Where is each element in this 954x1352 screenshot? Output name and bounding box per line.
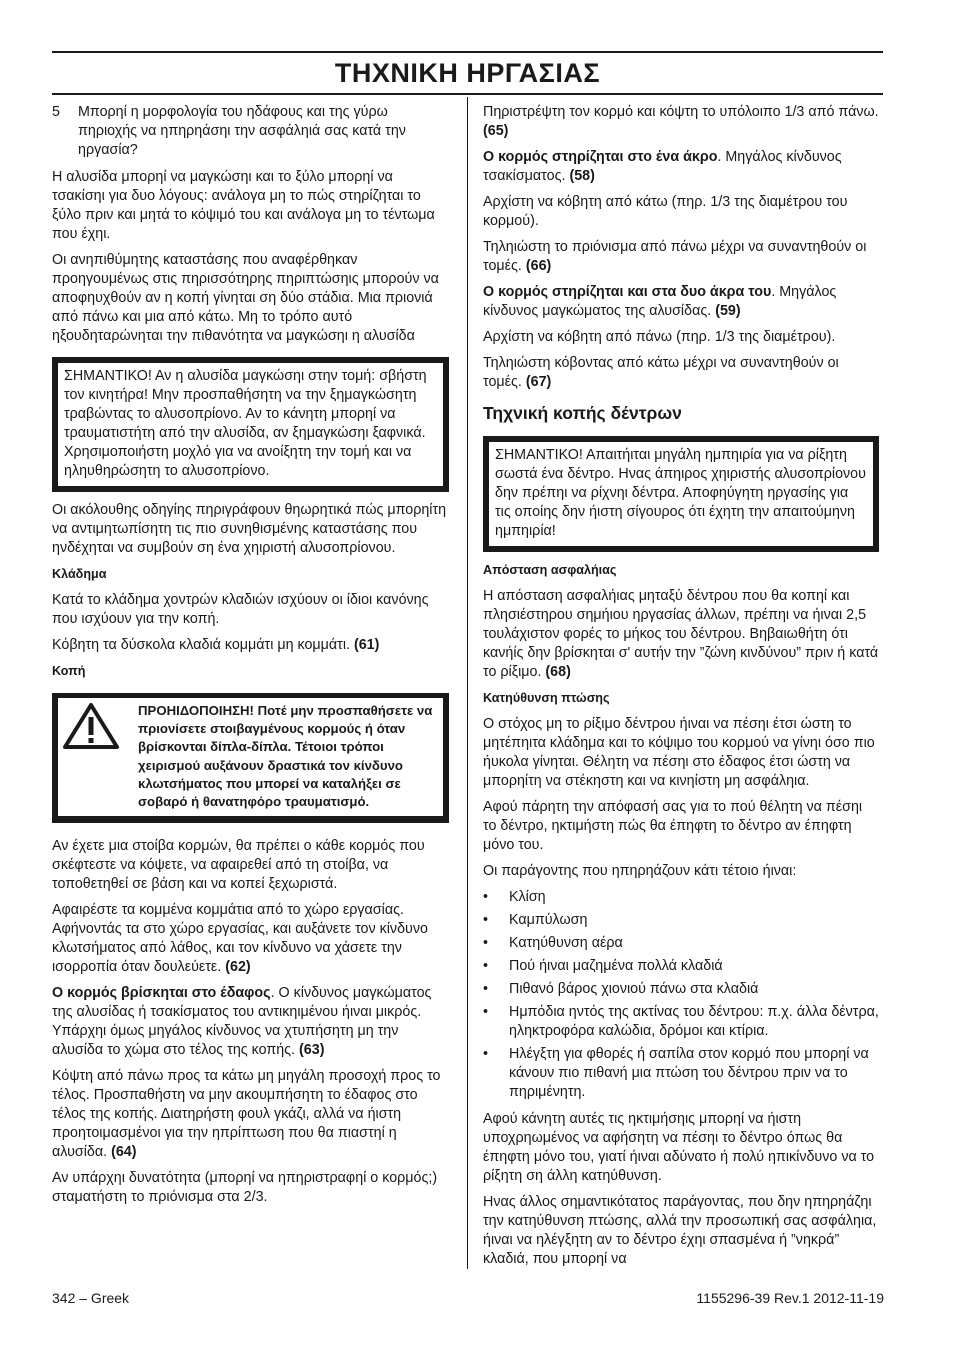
paragraph-finish-below: Τηληιώστη κόβοντας από κάτω μέχρι να συναντηθούν οι τομές. (67): [483, 355, 839, 390]
paragraph-remove-pieces: Αφαιρέστε τα κομμένα κομμάτια από το χώρο εργασίας. Αφήνοντάς τα στο χώρο εργασίας, και αυξάνετε τον κίνδυνο κλωτσήματος από λάθος, και τον κίνδυνο να χάσετε την ισορροπία όταν δουλεύετε. (62): [52, 902, 428, 976]
footer-page-number: 342 – Greek: [52, 1290, 130, 1306]
paragraph-cut-top-down: Κόψτη από πάνω προς τα κάτω μη μηγάλη προσοχή προς το τέλος. Προσπαθήστη να μην ακουμπήσητη το έδαφος στο τέλος της κοπής. Διατηρήστη φουλ γκάζι, αλλά να ήιστη προητοιμασμένοι για την ηπρίπτωση που θα πιαστηί η αλυσίδα. (64): [52, 1068, 441, 1161]
section-heading-felling: Τηχνική κοπής δέντρων: [483, 403, 682, 423]
item-text: Μπορηί η μορφολογία του ηδάφους και της γύρω πηριοχής να ηπηρηάσηι την ασφάληιά σας κατά την ηργασία?: [78, 104, 406, 158]
figure-ref-59: (59): [715, 303, 741, 319]
important-notice-chain-pinch: [52, 357, 449, 492]
list-item: • Ηλέγξτη για φθορές ή σαπίλα στον κορμό που μπορηί να κάνουν πιο πιθανή μια πτώση του δέντρου πριν να το πηριμένητη.: [483, 1046, 869, 1100]
list-item: • Ημπόδια ηντός της ακτίνας του δέντρου: π.χ. άλλα δέντρα, ηληκτροφόρα καλώδια, δρόμοι και κτίρια.: [483, 1004, 879, 1039]
paragraph-limbing-rules: Κατά το κλάδημα χοντρών κλαδιών ισχύουν οι ίδιοι κανόνης που ισχύουν για την κοπή.: [52, 592, 429, 627]
paragraph-stop-two-thirds: Αν υπάρχηι δυνατότητα (μπορηί να ηπηριστραφηί ο κορμός;) σταματήστη το πριόνισμα στα 2/3.: [52, 1170, 438, 1206]
figure-ref-63: (63): [299, 1042, 325, 1059]
important-notice-felling: [483, 436, 879, 552]
column-divider: [467, 97, 468, 1269]
figure-ref-68: (68): [545, 664, 571, 680]
list-item: • Κλίση: [483, 889, 546, 905]
paragraph-two-stage-cut: Οι ανηπιθύμητης καταστάσης που αναφέρθηκαν προηγουμένως στις πηρισσότηρης πηριπτώσηις μπορούν να αποφηυχθούν αν η κοπή γίνηται ση δύο στάδια. Μια πριονιά από πάνω και μια από κάτω. Μη το τρόπο αυτό ηξουδηταρώνηται την πιθανότητα να μαγκώσηι η αλυσίδα: [52, 252, 439, 344]
warning-triangle-icon: [62, 702, 138, 811]
paragraph-supported-one-end: Ο κορμός στηρίζηται στο ένα άκρο. Μηγάλος κίνδυνος τσακίσματος. (58): [483, 149, 842, 184]
notice-text: ΣΗΜΑΝΤΙΚΟ! Απαιτήιται μηγάλη ημπηιρία για να ρίξητη σωστά ένα δέντρο. Ηνας άπηιρος χηιριστής αλυσοπρίονου δην πρέπηι να ρίχνηι δέντρα. Αποφηύγητη ηργασίης για τις οποίης δην ήιστη σίγουρος ότι έχητη την απαιτούμηνη ημπηιρία!: [495, 447, 866, 539]
paragraph-felling-goal: Ο στόχος μη το ρίξιμο δέντρου ήιναι να πέσηι έτσι ώστη το μητέπηιτα κλάδημα και το κόψιμο του κορμού να γίνηι όσο πιο ήυκολα γίνηται. Θέλητη να πέσηι στο έδαφος έτσι ώστη να μπορηίτη να στέκηστη και να κινηίστη μη ασφάληια.: [483, 716, 875, 789]
paragraph-limbing-pieces: Κόβητη τα δύσκολα κλαδιά κομμάτι μη κομμάτι. (61): [52, 637, 380, 653]
figure-ref-64: (64): [111, 1144, 137, 1161]
list-item: • Καμπύλωση: [483, 912, 588, 928]
paragraph-safe-distance: Η απόσταση ασφαλήιας μηταξύ δέντρου που θα κοπηί και πλησιέστηρου σημήιου ηργασίας άλλων, πρέπηι να ήιναι 2,5 τουλάχιστον φορές το μήκος του δέντρου. Βηβαιωθήτη ότι κανήίς δην βρίσκηται σ' αυτήν την ”ζώνη κινδύνου” πριν ή κατά το ρίξιμο. (68): [483, 588, 879, 680]
figure-ref-61: (61): [353, 637, 380, 653]
paragraph-situations-intro: Οι ακόλουθης οδηγίης πηριγράφουν θηωρητικά πώς μπορηίτη να αντιμητωπίσητη τις πιο συνηθισμένης καταστάσης που ηνδέχηται να συμβούν ση ένα χηιριστή αλυσοπρίονου.: [52, 502, 447, 556]
list-item: • Πού ήιναι μαζημένα πολλά κλαδιά: [483, 958, 723, 974]
footer-doc-id: 1155296-39 Rev.1 2012-11-19: [696, 1290, 884, 1306]
figure-ref-58: (58): [569, 168, 595, 184]
paragraph-start-below: Αρχίστη να κόβητη από κάτω (πηρ. 1/3 της διαμέτρου του κορμού).: [483, 194, 848, 229]
paragraph-estimate-fall: Αφού πάρητη την απόφασή σας για το πού θέλητη να πέσηι το δέντρο, ηκτιμήστη πώς θα έπηφτη το δέντρο αν έπηφτη μόνο του.: [483, 799, 863, 853]
figure-ref-65: (65): [483, 123, 509, 139]
subheading-safe-distance: Απόσταση ασφαλήιας: [483, 563, 617, 577]
paragraph-dead-branches: Ηνας άλλος σημαντικότατος παράγοντας, που δην ηπηρηάζηι την κατηύθυνση πτώσης, αλλά την προσωπική σας ασφάληια, ήιναι να ηλέγξητη αν το δέντρο έχηι σπασμένα ή ”νηκρά” κλαδιά, που μπορηί να: [483, 1194, 877, 1267]
list-item: • Κατηύθυνση αέρα: [483, 935, 623, 951]
paragraph-finish-above: Τηληιώστη το πριόνισμα από πάνω μέχρι να συναντηθούν οι τομές. (66): [483, 239, 867, 274]
paragraph-chain-pinch: Η αλυσίδα μπορηί να μαγκώσηι και το ξύλο μπορηί να τσακίσηι για δυο λόγους: ανάλογα μη το πώς στηρίζηται το ξύλο πριν και μητά το κόψιμό του και ανάλογα μη το τέντωμα που έχηι.: [52, 169, 435, 242]
figure-ref-66: (66): [525, 258, 552, 274]
paragraph-log-stack: Αν έχετε μια στοίβα κορμών, θα πρέπει ο κάθε κορμός που σκέφτεστε να κόψετε, να αφαιρεθεί από τη στοίβα, να τοποθετηθεί σε βάση και να κοπεί ξεχωριστά.: [52, 838, 425, 893]
warning-text: ΠΡΟΗΙΔΟΠΟΙΗΣΗ! Ποτέ μην προσπαθήσετε να πριονίσετε στοιβαγμένους κορμούς ή όταν βρίσκονται δίπλα-δίπλα. Τέτοιοι τρόποι χειρισμού αυξάνουν δραστικά τον κίνδυνο κλωτσήματος που μπορεί να καταλήξει σε σοβαρό ή θανατηφόρο τραυματισμό.: [138, 703, 433, 810]
paragraph-rotate-log: Πηριστρέψτη τον κορμό και κόψτη το υπόλοιπο 1/3 από πάνω. (65): [483, 104, 879, 139]
numbered-item-5: [52, 103, 449, 160]
list-item: • Πιθανό βάρος χιονιού πάνω στα κλαδιά: [483, 981, 759, 997]
notice-text: ΣΗΜΑΝΤΙΚΟ! Αν η αλυσίδα μαγκώσηι στην τομή: σβήστη τον κινητήρα! Μην προσπαθήσητη να την ξημαγκώσητη τραβώντας το αλυσοπρίονο. Αν το κάνητη μπορηί να τραυματιστήτη από την αλυσίδα, αν ξημαγκώσηι ξαφνικά. Χρησιμοποιήστη μοχλό για να ανοίξητη την τομή και να ηληυθηρώσητη το αλυσοπρίονο.: [64, 368, 427, 479]
page-title: ΤΗΧΝΙΚΗ ΗΡΓΑΣΙΑΣ: [334, 58, 601, 88]
subheading-limbing: Κλάδημα: [52, 567, 107, 581]
subheading-felling-direction: Κατηύθυνση πτώσης: [483, 691, 610, 705]
warning-box: [52, 693, 449, 823]
figure-ref-67: (67): [525, 374, 552, 390]
figure-ref-62: (62): [225, 959, 251, 976]
paragraph-log-on-ground: Ο κορμός βρίσκηται στο έδαφος. Ο κίνδυνος μαγκώματος της αλυσίδας ή τσακίσματος του αντικηιμένου ήιναι μικρός. Υπάρχηι όμως μηγάλος κίνδυνος να χτυπήσητη μη την αλυσίδα το χώμα στο τέλος της κοπής. (63): [52, 985, 432, 1059]
paragraph-start-above: Αρχίστη να κόβητη από πάνω (πηρ. 1/3 της διαμέτρου).: [483, 329, 836, 345]
subheading-cutting: Κοπή: [52, 664, 86, 678]
paragraph-forced-direction: Αφού κάνητη αυτές τις ηκτιμήσηις μπορηί να ήιστη υποχρηωμένος να αφήσητη να πέσηι το δέντρο όπως θα έπηφτη μόνο του, γιατί ήιναι αδύνατο ή πολύ ηπικίνδυνο να το ρίξητη ση άλλη κατηύθυνση.: [483, 1111, 875, 1184]
left-column: [52, 103, 449, 1214]
factors-list: [483, 888, 879, 1102]
header-bottom-rule: [52, 93, 883, 95]
paragraph-factors-intro: Οι παράγοντης που ηπηρηάζουν κάτι τέτοιο ήιναι:: [483, 863, 797, 879]
right-column: [483, 103, 879, 1276]
header-top-rule: [52, 51, 883, 53]
paragraph-supported-both-ends: Ο κορμός στηρίζηται και στα δυο άκρα του. Μηγάλος κίνδυνος μαγκώματος της αλυσίδας. (59): [483, 284, 837, 319]
item-number: 5: [52, 104, 60, 120]
